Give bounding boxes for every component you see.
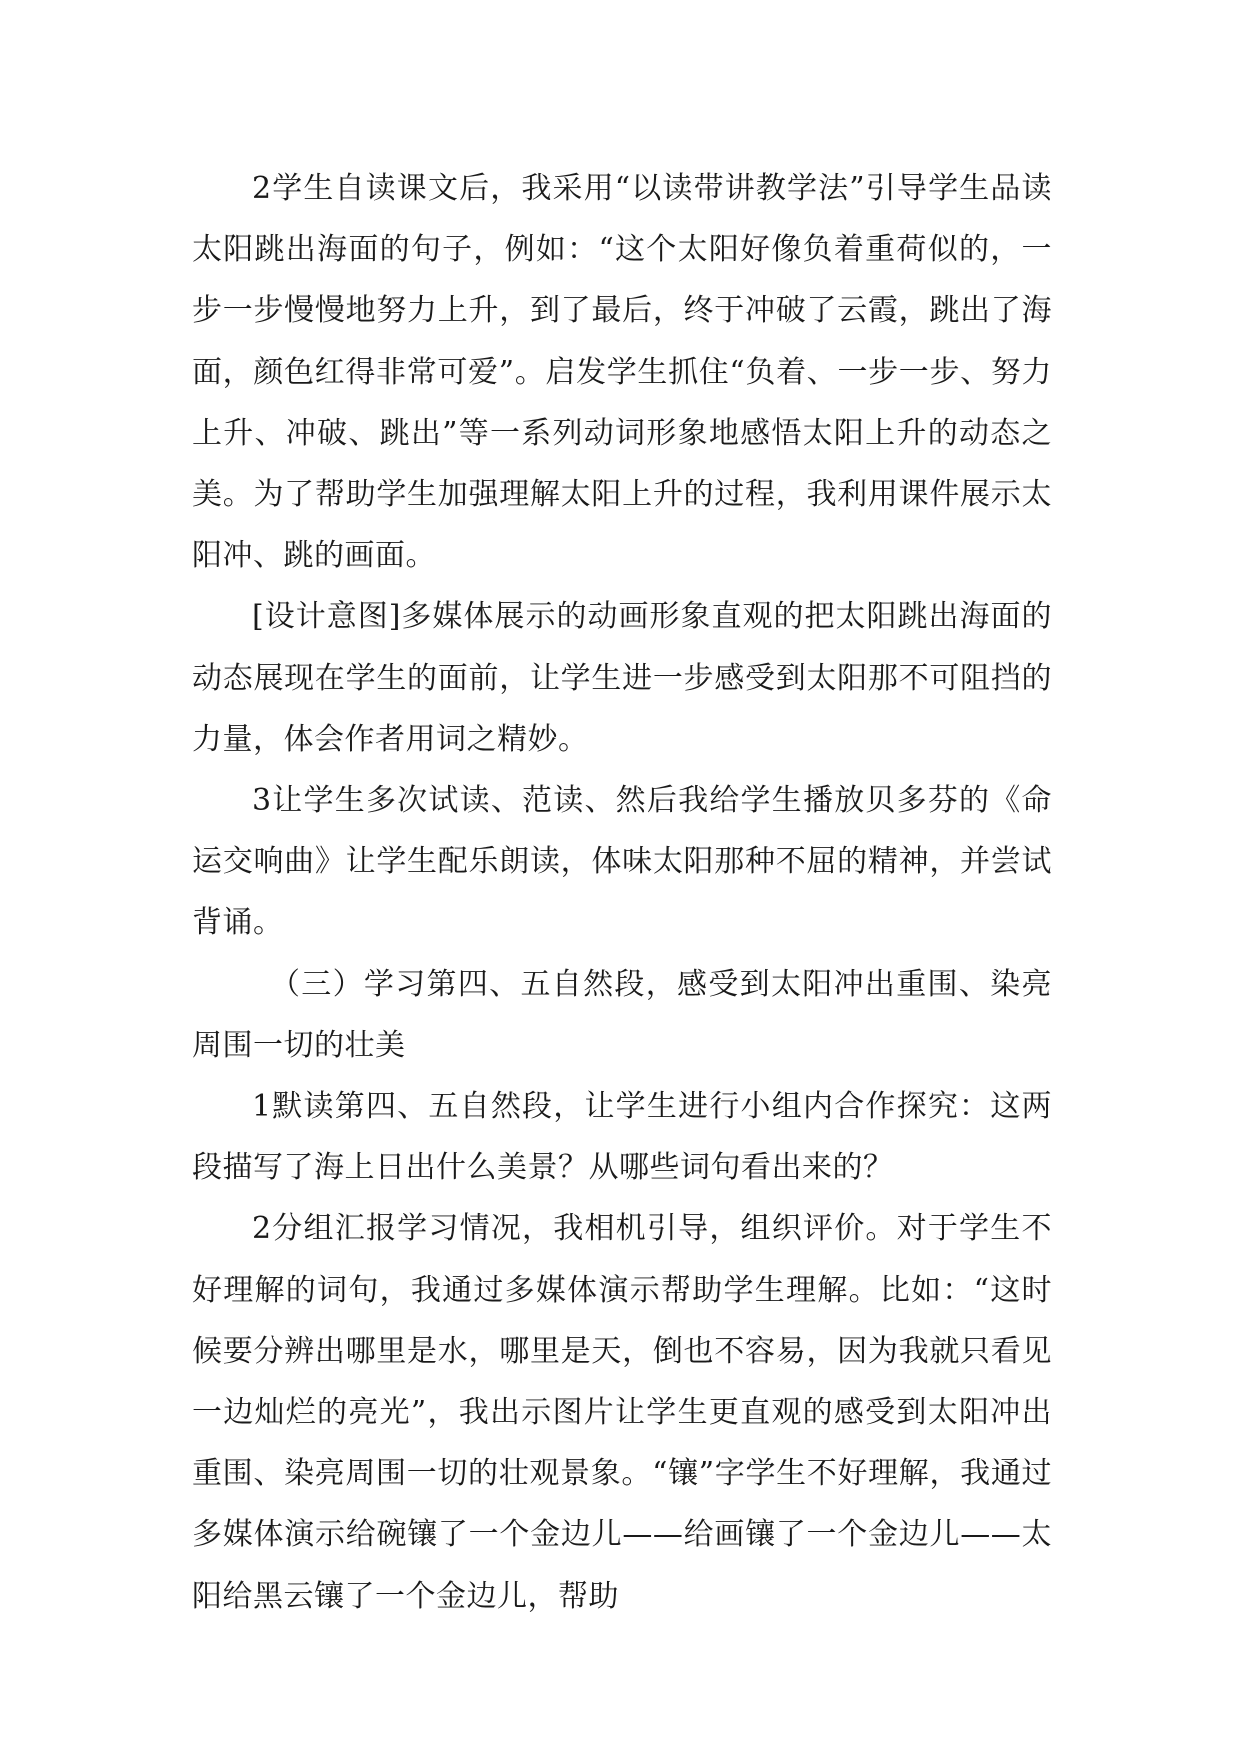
paragraph-group-report: 2分组汇报学习情况，我相机引导，组织评价。对于学生不好理解的词句，我通过多媒体演示帮助学生理解。比如：“这时候要分辨出哪里是水，哪里是天，倒也不容易，因为我就只看见一边灿烂的亮光”，我出示图片让学生更直观的感受到太阳冲出重围、染亮周围一切的壮观景象。“镶”字学生不好理解，我通过多媒体演示给碗镶了一个金边儿——给画镶了一个金边儿——太阳给黑云镶了一个金边儿，帮助 xyxy=(192,1211,1052,1614)
paragraph-reading-method: 2学生自读课文后，我采用“以读带讲教学法”引导学生品读太阳跳出海面的句子，例如：“这个太阳好像负着重荷似的，一步一步慢慢地努力上升，到了最后，终于冲破了云霞，跳出了海面，颜色红得非常可爱”。启发学生抓住“负着、一步一步、努力上升、冲破、跳出”等一系列动词形象地感悟太阳上升的动态之美。为了帮助学生加强理解太阳上升的过程，我利用课件展示太阳冲、跳的画面。 xyxy=(192,171,1052,574)
paragraph-design-intent: [设计意图]多媒体展示的动画形象直观的把太阳跳出海面的动态展现在学生的面前，让学生进一步感受到太阳那不可阻挡的力量，体会作者用词之精妙。 xyxy=(192,599,1052,757)
document-body xyxy=(192,158,1052,1627)
paragraph-silent-reading: 1默读第四、五自然段，让学生进行小组内合作探究：这两段描写了海上日出什么美景？从哪些词句看出来的？ xyxy=(192,1089,1052,1186)
paragraph-music-reading: 3让学生多次试读、范读、然后我给学生播放贝多芬的《命运交响曲》让学生配乐朗读，体味太阳那种不屈的精神，并尝试背诵。 xyxy=(192,783,1052,941)
section-heading: （三）学习第四、五自然段，感受到太阳冲出重围、染亮周围一切的壮美 xyxy=(192,966,1052,1063)
